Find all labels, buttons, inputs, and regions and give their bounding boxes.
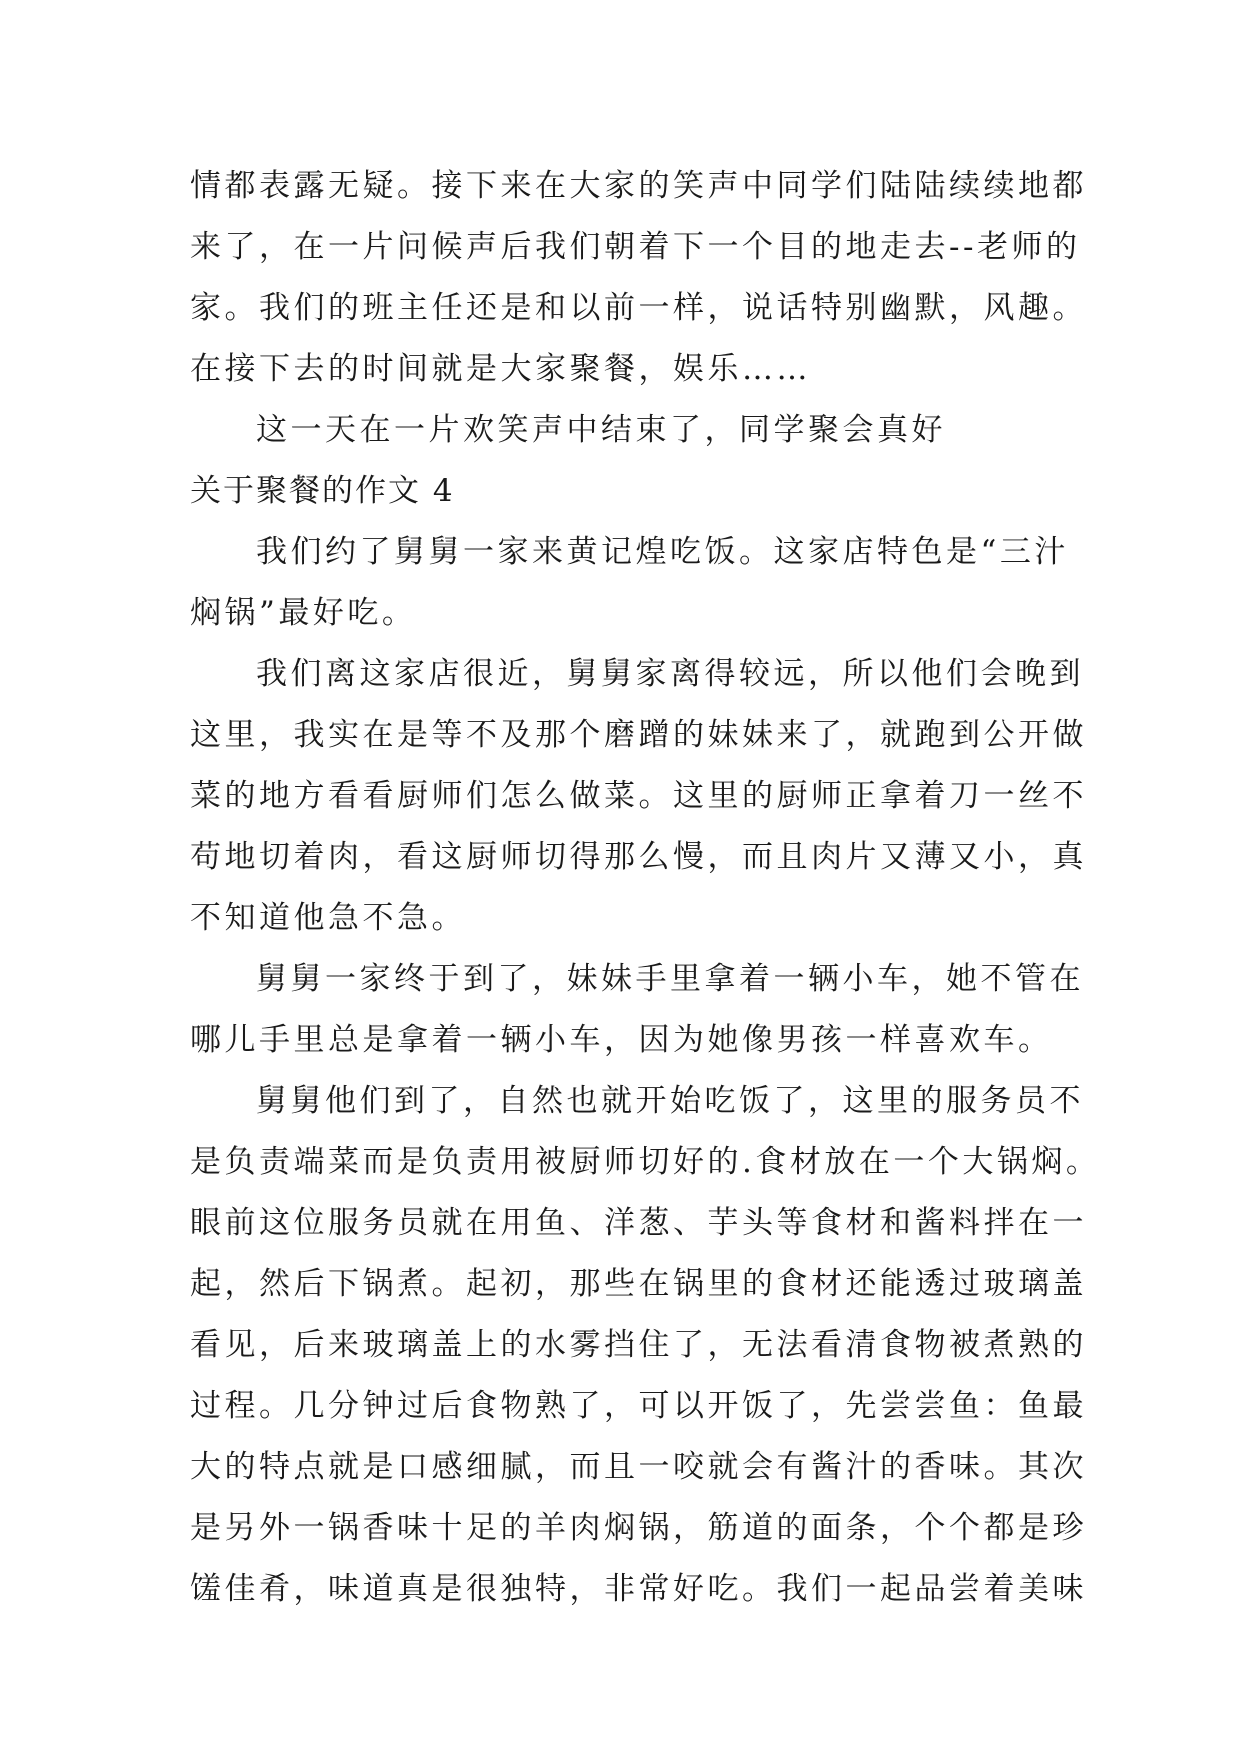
text-line: 哪儿手里总是拿着一辆小车，因为她像男孩一样喜欢车。 — [190, 1022, 1053, 1058]
text-line: 起，然后下锅煮。起初，那些在锅里的食材还能透过玻璃盖 — [190, 1266, 1087, 1302]
text-line: 焖锅”最好吃。 — [190, 595, 417, 631]
text-line: 来了，在一片问候声后我们朝着下一个目的地走去--老师的 — [190, 229, 1081, 265]
text-line: 苟地切着肉，看这厨师切得那么慢，而且肉片又薄又小，真 — [190, 839, 1087, 875]
text-line: 不知道他急不急。 — [190, 900, 466, 936]
text-line: 是负责端菜而是负责用被厨师切好的.食材放在一个大锅焖。 — [190, 1144, 1101, 1180]
text-line: 这里，我实在是等不及那个磨蹭的妹妹来了，就跑到公开做 — [190, 717, 1087, 753]
paragraph-first-line: 我们约了舅舅一家来黄记煌吃饭。这家店特色是“三汁 — [256, 534, 1069, 570]
paragraph-first-line: 舅舅一家终于到了，妹妹手里拿着一辆小车，她不管在 — [256, 961, 1084, 997]
text-line: 是另外一锅香味十足的羊肉焖锅，筋道的面条，个个都是珍 — [190, 1510, 1087, 1546]
text-line: 馐佳肴，味道真是很独特，非常好吃。我们一起品尝着美味 — [190, 1571, 1087, 1607]
paragraph-first-line: 这一天在一片欢笑声中结束了，同学聚会真好 — [256, 412, 946, 448]
text-line: 眼前这位服务员就在用鱼、洋葱、芋头等食材和酱料拌在一 — [190, 1205, 1087, 1241]
section-heading: 关于聚餐的作文 4 — [190, 473, 455, 509]
text-line: 家。我们的班主任还是和以前一样，说话特别幽默，风趣。 — [190, 290, 1087, 326]
text-line: 情都表露无疑。接下来在大家的笑声中同学们陆陆续续地都 — [190, 168, 1087, 204]
paragraph-first-line: 我们离这家店很近，舅舅家离得较远，所以他们会晚到 — [256, 656, 1084, 692]
text-line: 在接下去的时间就是大家聚餐，娱乐…… — [190, 351, 811, 387]
paragraph-first-line: 舅舅他们到了，自然也就开始吃饭了，这里的服务员不 — [256, 1083, 1084, 1119]
text-line: 看见，后来玻璃盖上的水雾挡住了，无法看清食物被煮熟的 — [190, 1327, 1087, 1363]
text-line: 大的特点就是口感细腻，而且一咬就会有酱汁的香味。其次 — [190, 1449, 1087, 1485]
text-line: 过程。几分钟过后食物熟了，可以开饭了，先尝尝鱼：鱼最 — [190, 1388, 1087, 1424]
text-line: 菜的地方看看厨师们怎么做菜。这里的厨师正拿着刀一丝不 — [190, 778, 1087, 814]
document-page — [190, 156, 1101, 1620]
